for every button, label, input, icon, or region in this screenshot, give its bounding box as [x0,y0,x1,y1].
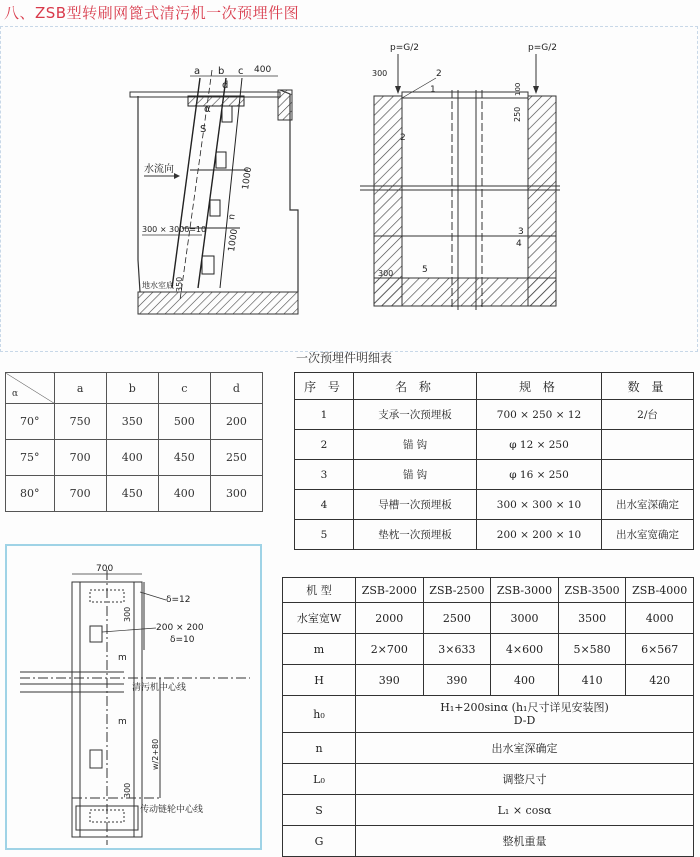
left-wall-line [138,96,140,292]
center-posts [452,90,482,310]
angle-header-c: c [158,373,210,404]
dim-300-bottom: 300 [378,269,394,278]
model-header: ZSB-2500 [423,578,491,603]
plan-dim-m: m [118,653,127,663]
angle-header-alpha: α [6,373,55,404]
parts-header-no: 序 号 [295,373,354,400]
section-drawing-right [360,40,560,320]
model-merged-row: G 整机重量 [283,826,694,857]
flow-label: 水流向 [144,164,174,175]
dim-n: n [227,213,238,221]
angle-header-d: d [210,373,262,404]
model-merged-row: n 出水室深确定 [283,733,694,764]
parts-header-name: 名 称 [354,373,477,400]
plan-delta10: δ=10 [170,635,195,645]
parts-table [294,372,694,550]
plan-centerline-1: 清污机中心线 [132,683,187,693]
load-left: p=G/2 [390,43,419,53]
mark-1: 1 [430,85,436,95]
model-table [282,577,694,857]
plan-delta12: δ=12 [166,595,191,605]
mark-2b: 2 [400,133,406,143]
plan-dim-300b: 300 [123,782,132,798]
dim-d: d [222,80,229,91]
angle-table [5,372,263,512]
parts-row: 5 垫枕一次预埋板 200 × 200 × 10 出水室宽确定 [295,520,694,550]
model-header: ZSB-4000 [626,578,694,603]
deck-plate [402,92,528,98]
parts-row: 3 锚 钩 φ 16 × 250 [295,460,694,490]
angle-header-a: a [54,373,106,404]
dim-350: 350 [175,276,184,292]
model-header: ZSB-3500 [558,578,626,603]
model-row: m 2×700 3×633 4×600 5×580 6×567 [283,634,694,665]
parts-header-qty: 数 量 [602,373,694,400]
right-wall [528,96,556,306]
load-right: p=G/2 [528,43,557,53]
plan-dim-m2: m [118,717,127,727]
model-merged-row: S L₁ × cosα [283,795,694,826]
model-row: H 390 390 400 410 420 [283,665,694,696]
drawing-frame [0,26,698,352]
dim-400: 400 [254,65,272,75]
angle-row: 70° 750 350 500 200 [6,404,263,440]
plan-dim-300a: 300 [123,606,132,622]
model-header-label: 机 型 [283,578,356,603]
parts-table-caption: 一次预埋件明细表 [296,351,393,365]
plan-dim-700: 700 [96,564,114,574]
model-merged-row: L₀ 调整尺寸 [283,764,694,795]
mark-5: 5 [422,265,428,275]
angle-row: 80° 700 450 400 300 [6,476,263,512]
dim-1000a: 1000 [241,166,255,191]
dim-250: 250 [513,106,522,122]
floor-label: 地水室底 [142,281,174,290]
model-row: 水室宽W 2000 2500 3000 3500 4000 [283,603,694,634]
floor [374,278,556,306]
parts-header-spec: 规 格 [477,373,602,400]
parts-row: 4 导槽一次预埋板 300 × 300 × 10 出水室深确定 [295,490,694,520]
dim-b: b [218,66,225,77]
plan-centerline-2: 传动链轮中心线 [140,805,204,815]
dim-1000b: 1000 [227,228,241,253]
model-header: ZSB-3000 [491,578,559,603]
label-alpha: α [204,104,211,115]
model-merged-row: h₀ H₁+200sinα (h₁尺寸详见安装图) D-D [283,696,694,733]
angle-header-b: b [106,373,158,404]
page-title: 八、ZSB型转刷网篦式清污机一次预埋件图 [4,4,300,22]
floor-slab [138,292,298,314]
mark-4: 4 [516,239,522,249]
angle-row: 75° 700 400 450 250 [6,440,263,476]
dim-a: a [194,66,201,77]
mark-3: 3 [518,227,524,237]
model-header: ZSB-2000 [356,578,424,603]
dim-c: c [238,66,244,77]
parts-row: 2 锚 钩 φ 12 × 250 [295,430,694,460]
plan-plate-200: 200 × 200 [156,623,204,633]
plate-spec: 300 × 300δ=10 [142,225,207,234]
label-s: S [200,124,207,135]
plan-drawing [20,560,250,845]
dim-100: 100 [514,82,522,96]
dim-300-top: 300 [372,69,388,78]
section-drawing-left [130,60,300,320]
plan-dim-w: w/2+80 [151,738,160,770]
mark-2a: 2 [436,69,442,79]
parts-row: 1 支承一次预埋板 700 × 250 × 12 2/台 [295,400,694,430]
